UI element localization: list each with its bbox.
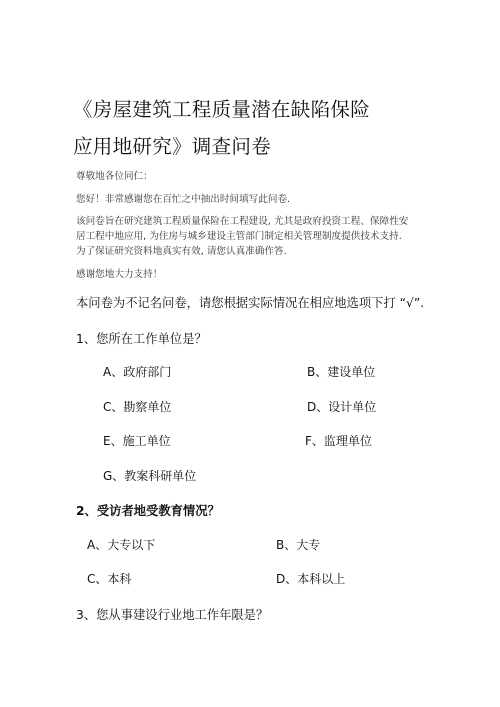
question-2: 2、受访者地受教育情况？ <box>76 504 220 518</box>
purpose-line-2: 居工程中地应用, 为住房与城乡建设主管部门制定相关管理制度提供技术支持. <box>76 231 402 242</box>
q2-option-c[interactable]: C、本科 <box>87 572 132 586</box>
q2-option-d[interactable]: D、本科以上 <box>276 572 346 586</box>
purpose-line-3: 为了保证研究资料地真实有效, 请您认真准确作答. <box>76 246 287 257</box>
question-1: 1、您所在工作单位是？ <box>76 332 207 346</box>
greeting: 尊敬地各位同仁： <box>76 171 153 182</box>
q1-option-a[interactable]: A、政府部门 <box>103 365 172 379</box>
title-line-2: 应用地研究》调查问卷 <box>73 135 272 158</box>
q1-option-b[interactable]: B、建设单位 <box>307 365 376 379</box>
q1-option-c[interactable]: C、勘察单位 <box>103 400 172 414</box>
q2-option-a[interactable]: A、大专以下 <box>87 538 156 552</box>
q1-option-d[interactable]: D、设计单位 <box>307 400 377 414</box>
instruction-notice: 本问卷为不记名问卷，请您根据实际情况在相应地选项下打 “√”. <box>76 296 425 310</box>
q1-option-e[interactable]: E、施工单位 <box>103 434 171 448</box>
title-line-1: 《房屋建筑工程质量潜在缺陷保险 <box>73 98 371 121</box>
thanks-text: 感谢您地大力支持！ <box>76 269 163 280</box>
question-3: 3、您从事建设行业地工作年限是？ <box>76 608 269 622</box>
q2-option-b[interactable]: B、大专 <box>276 538 321 552</box>
q1-option-g[interactable]: G、教案科研单位 <box>103 469 197 483</box>
q1-option-f[interactable]: F、监理单位 <box>305 434 372 448</box>
hello-text: 您好！非常感谢您在百忙之中抽出时间填写此问卷. <box>76 194 291 205</box>
purpose-line-1: 该问卷旨在研究建筑工程质量保险在工程建设, 尤其是政府投资工程、保障性安 <box>76 216 409 227</box>
